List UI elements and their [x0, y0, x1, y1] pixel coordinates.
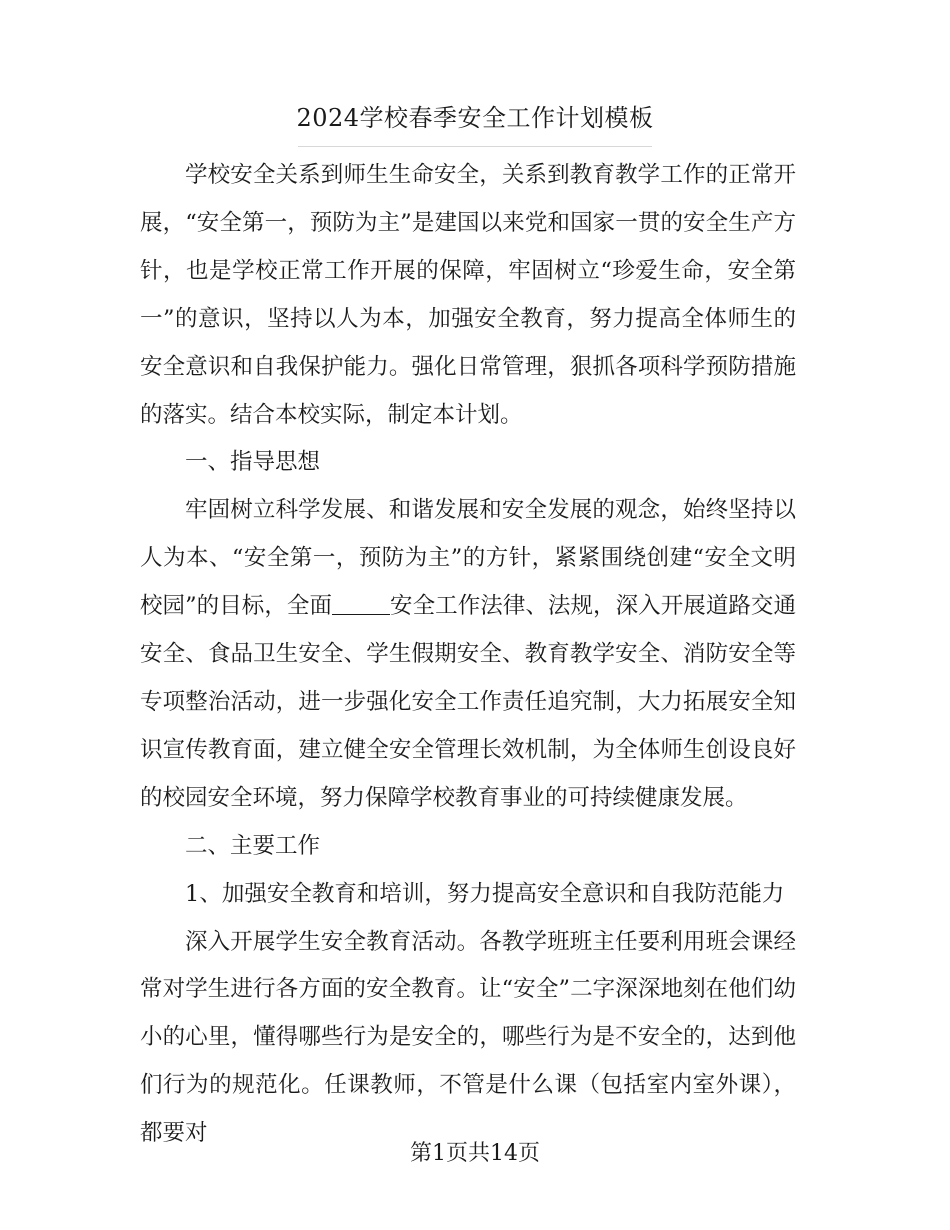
section-heading-guiding-ideology: 一、指导思想 [185, 449, 321, 476]
guiding-ideology-text-start: 牢固树立科学发展、和谐发展和安全发展的观念，始终坚持以人为本、“安全第一，预防为主”的方针，紧紧围绕创建“安全文明校园”的目标，全面 [140, 497, 796, 620]
guiding-ideology-text-end: 安全工作法律、法规，深入开展道路交通安全、食品卫生安全、学生假期安全、教育教学安全、消防安全等专项整治活动，进一步强化安全工作责任追究制，大力拓展安全知识宣传教育面，建立健全安全管理长效机制，为全体师生创设良好的校园安全环境，努力保障学校教育事业的可持续健康发展。 [140, 593, 796, 811]
safety-education-paragraph: 深入开展学生安全教育活动。各教学班班主任要利用班会课经常对学生进行各方面的安全教育。让“安全”二字深深地刻在他们幼小的心里，懂得哪些行为是安全的，哪些行为是不安全的，达到他们行为的规范化。任课教师，不管是什么课（包括室内室外课），都要对 [140, 928, 796, 1147]
section-heading-main-work: 二、主要工作 [185, 832, 321, 859]
guiding-ideology-paragraph [140, 487, 796, 822]
title-underline [298, 146, 652, 147]
intro-paragraph: 学校安全关系到师生生命安全，关系到教育教学工作的正常开展，“安全第一，预防为主”是建国以来党和国家一贯的安全生产方针，也是学校正常工作开展的保障，牢固树立“珍爱生命，安全第一”的意识，坚持以人为本，加强安全教育，努力提高全体师生的安全意识和自我保护能力。强化日常管理，狠抓各项科学预防措施的落实。结合本校实际，制定本计划。 [140, 162, 796, 428]
fill-in-blank [332, 592, 390, 615]
document-body [140, 152, 796, 1158]
document-title: 2024学校春季安全工作计划模板 [296, 104, 654, 132]
page-number-footer: 第1页共14页 [410, 1141, 540, 1166]
subsection-heading-safety-education: 1、加强安全教育和培训，努力提高安全意识和自我防范能力 [185, 880, 785, 907]
